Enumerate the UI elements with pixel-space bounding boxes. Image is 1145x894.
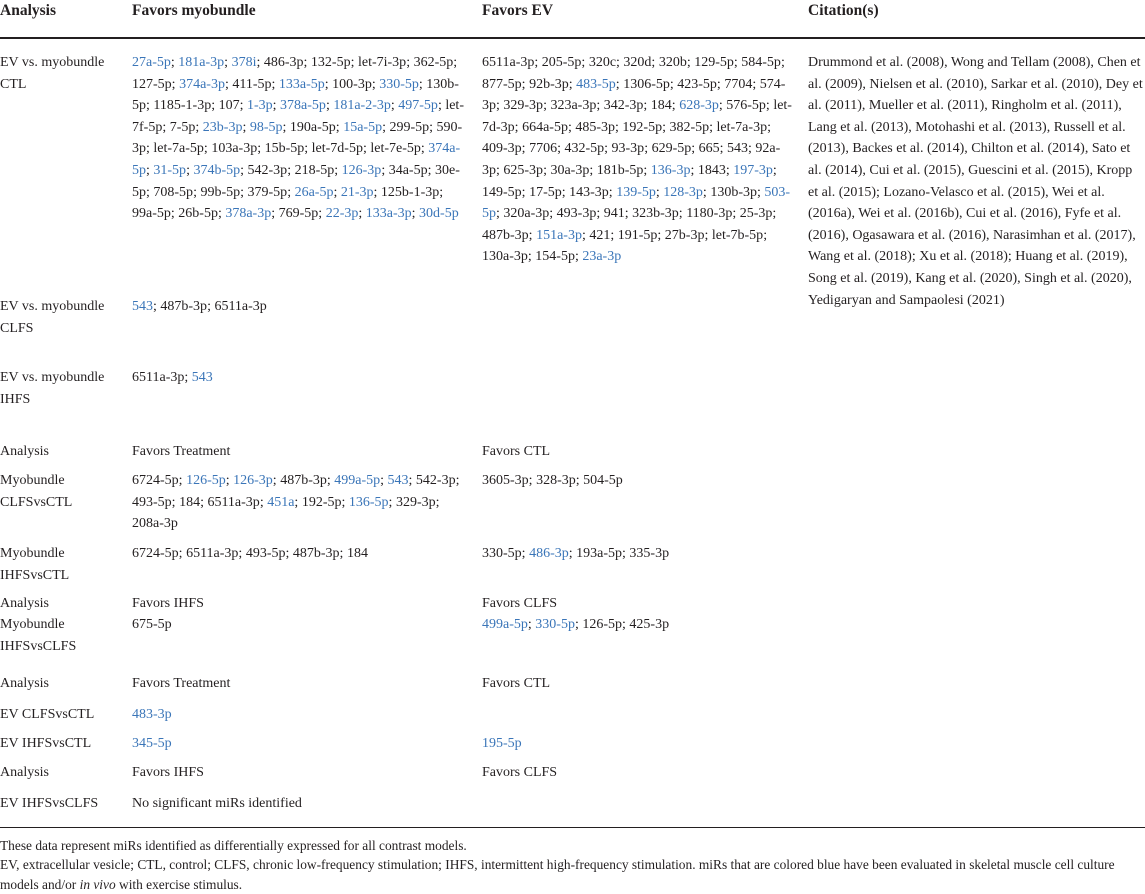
mir-entry: 22-3p	[325, 206, 359, 222]
mir-entry: 191-5p	[617, 227, 658, 243]
mir-entry: 184	[650, 98, 672, 114]
header-rule	[0, 38, 1145, 39]
mir-entry: 25-3p	[739, 206, 773, 222]
mir-entry: 181b-5p	[596, 162, 644, 178]
mir-entry: 320c	[588, 55, 617, 70]
mir-entry: 485-3p	[575, 119, 616, 135]
mir-entry: 423-5p	[677, 76, 717, 92]
mir-entry: 411-5p	[232, 76, 272, 92]
mir-entry: 6724-5p	[132, 473, 179, 488]
mir-entry: 6511a-3p	[214, 299, 267, 314]
mir-entry: 107	[218, 98, 240, 114]
mir-entry: 330-5p	[535, 617, 575, 632]
favors-myobundle-cell	[132, 614, 466, 636]
mir-entry: 3605-3p	[482, 473, 529, 488]
mir-entry: 127-5p	[132, 76, 172, 92]
mir-entry: 7704	[724, 76, 753, 92]
favors-ev-cell: 6511a-3p; 205-5p; 320c; 320d; 320b; 129-5p; 584-5p; 877-5p; 92b-3p; 483-5p; 1306-5p; 423-5p; 7704; 574-3p; 329-3p; 323a-3p; 342-3p; 184; 628-3p; 576-5p; let-7d-3p; 664a-5p; 485-3p; 192-5p; 382-5p; let-7a-3p; 409-3p; 7706; 432-5p; 93-3p; 629-5p; 665; 543; 92a-3p; 625-3p; 30a-3p; 181b-5p; 136-3p; 1843; 197-3p; 149-5p; 17-5p; 143-3p; 139-5p; 128-3p; 130b-3p; 503-5p; 320a-3p; 493-3p; 941; 323b-3p; 1180-3p; 25-3p; 487b-3p; 151a-3p; 421; 191-5p; 27b-3p; let-7b-5p; 130a-3p; 154-5p; 23a-3p	[482, 55, 792, 265]
header-favors-ev: Favors EV	[482, 2, 554, 19]
mir-entry: 941	[603, 206, 625, 222]
mir-entry: 17-5p	[529, 184, 562, 200]
mir-entry: 451a	[267, 494, 295, 510]
mir-entry: 629-5p	[651, 141, 692, 157]
mir-entry: let-7a-3p	[716, 119, 768, 135]
mir-entry: 362-5p	[413, 55, 454, 70]
mir-entry: 15b-5p	[264, 141, 305, 157]
footnote-2	[0, 855, 1145, 894]
mir-entry: 323b-3p	[632, 206, 679, 222]
mir-entry: 181a-3p	[178, 55, 225, 70]
mir-entry: 1306-5p	[623, 76, 670, 92]
mir-entry: 100-3p	[332, 76, 372, 92]
row-label: EV CLFSvsCTL	[0, 707, 95, 722]
mir-entry: 493-5p	[245, 546, 286, 561]
favors-myobundle-cell: Favors IHFS	[132, 596, 204, 611]
mir-entry: 133a-5p	[278, 76, 325, 92]
favors-myobundle-cell: 27a-5p; 181a-3p; 378i; 486-3p; 132-5p; let-7i-3p; 362-5p; 127-5p; 374a-3p; 411-5p; 133a-5p; 100-3p; 330-5p; 130b-5p; 1185-1-3p; 107; 1-3p; 378a-5p; 181a-2-3p; 497-5p; let-7f-5p; 7-5p; 23b-3p; 98-5p; 190a-5p; 15a-5p; 299-5p; 590-3p; let-7a-5p; 103a-3p; 15b-5p; let-7d-5p; let-7e-5p; 374a-5p; 31-5p; 374b-5p; 542-3p; 218-5p; 126-3p; 34a-5p; 30e-5p; 708-5p; 99b-5p; 379-5p; 26a-5p; 21-3p; 125b-1-3p; 99a-5p; 26b-5p; 378a-3p; 769-5p; 22-3p; 133a-3p; 30d-5p	[132, 55, 464, 222]
mir-entry: 1185-1-3p	[153, 98, 212, 114]
mir-entry: 504-5p	[583, 473, 623, 488]
mir-entry: 543	[191, 370, 213, 385]
row-label: Analysis	[0, 765, 49, 780]
mir-entry: 27b-3p	[664, 227, 705, 243]
mir-entry: 409-3p	[482, 141, 522, 157]
mir-entry: 132-5p	[310, 55, 351, 70]
mir-entry: 181a-2-3p	[333, 98, 391, 114]
mir-entry: 92a-3p	[482, 141, 781, 178]
mir-entry: 31-5p	[153, 162, 187, 178]
mir-entry: 193a-5p	[576, 546, 623, 561]
footnote-1: These data represent miRs identified as differentially expressed for all contrast models.	[0, 838, 467, 853]
mir-entry: 432-5p	[564, 141, 605, 157]
mir-entry: 382-5p	[669, 119, 710, 135]
mir-entry: 30d-5p	[419, 206, 459, 222]
mir-entry: 487b-3p	[280, 473, 327, 488]
mir-entry: 99b-5p	[200, 184, 241, 200]
mir-entry: 584-5p	[741, 55, 781, 70]
mir-entry: 590-3p	[132, 119, 463, 157]
mir-entry: 543	[387, 473, 409, 488]
mir-entry: 425-3p	[629, 617, 670, 632]
mir-entry: 487b-3p	[160, 299, 208, 314]
mir-entry: let-7d-5p	[311, 141, 363, 157]
mir-entry: 190a-5p	[289, 119, 336, 135]
favors-myobundle-cell: 6511a-3p; 543	[132, 370, 213, 385]
mir-entry: 329-3p	[503, 98, 544, 114]
mir-entry: 1180-3p	[686, 206, 733, 222]
mir-entry: 27a-5p	[132, 55, 171, 70]
favors-ev-cell: Favors CLFS	[482, 765, 558, 780]
mir-entry: 320d	[623, 55, 652, 70]
mir-entry: 374a-5p	[132, 141, 461, 178]
mir-entry: 330-5p	[379, 76, 419, 92]
mir-entry: 6511a-3p	[186, 546, 239, 561]
row-label: Myobundle IHFSvsCTL	[0, 546, 70, 583]
mir-entry: 6724-5p	[132, 546, 179, 561]
mir-entry: 1-3p	[246, 98, 273, 114]
table-bottom-rule	[0, 827, 1145, 828]
mir-entry: 126-5p	[582, 617, 623, 632]
mir-entry: 143-3p	[569, 184, 609, 200]
mir-entry: 487b-3p	[292, 546, 340, 561]
mir-entry: 329-3p	[395, 494, 436, 510]
mir-entry: 149-5p	[482, 184, 522, 200]
row-label: EV IHFSvsCTL	[0, 736, 92, 751]
mir-entry: 665	[698, 141, 720, 157]
row-label: EV vs. myobundle CTL	[0, 55, 105, 92]
favors-ev-cell: Favors CLFS	[482, 596, 558, 611]
mir-entry: 151a-3p	[536, 227, 582, 243]
mir-entry: 543	[727, 141, 749, 157]
mir-entry: 34a-5p	[388, 162, 428, 178]
mir-entry: 320a-3p	[503, 206, 550, 222]
mir-entry: 299-5p	[389, 119, 430, 135]
mir-entry: 154-5p	[535, 249, 575, 265]
mir-entry: 26a-5p	[294, 184, 334, 200]
favors-ev-cell: Favors CTL	[482, 676, 551, 691]
favors-myobundle-cell: No significant miRs identified	[132, 796, 302, 811]
favors-myobundle-cell: Favors Treatment	[132, 676, 231, 691]
favors-myobundle-cell: Favors Treatment	[132, 444, 231, 459]
mir-entry: 379-5p	[247, 184, 288, 200]
mir-entry: 769-5p	[278, 206, 319, 222]
row-label: EV vs. myobundle CLFS	[0, 299, 105, 336]
row-label: Myobundle CLFSvsCTL	[0, 473, 73, 510]
mir-entry: 543	[132, 299, 153, 314]
mir-entry: 664a-5p	[522, 119, 568, 135]
mir-entry: let-7a-5p	[153, 141, 204, 157]
mir-entry: 497-5p	[398, 98, 438, 114]
mir-entry: 628-3p	[679, 98, 719, 114]
mir-entry: 345-5p	[132, 736, 172, 751]
row-label: Analysis	[0, 596, 49, 611]
mir-entry: 126-3p	[233, 473, 273, 488]
mir-entry: 335-3p	[629, 546, 670, 561]
row-label: EV IHFSvsCLFS	[0, 796, 99, 811]
mir-entry: 328-3p	[536, 473, 576, 488]
mir-entry: 542-3p	[415, 473, 456, 488]
mir-entry: 483-3p	[132, 707, 172, 722]
mir-entry: 487b-3p	[482, 227, 529, 243]
mir-entry: 99a-5p	[132, 206, 171, 222]
mir-entry: 574-3p	[482, 76, 786, 114]
mir-entry: let-7b-5p	[711, 227, 764, 243]
mir-entry: 320b	[658, 55, 687, 70]
mir-entry: 330-5p	[482, 546, 522, 561]
mir-entry: 208a-3p	[132, 516, 178, 532]
mir-entry: 93-3p	[611, 141, 645, 157]
mir-entry: 126-5p	[186, 473, 226, 488]
mir-entry: let-7f-5p	[132, 98, 464, 135]
mir-entry: 92b-3p	[529, 76, 569, 92]
mir-entry: let-7e-5p	[370, 141, 421, 157]
favors-myobundle-cell: Favors IHFS	[132, 765, 204, 780]
mir-entry: 30a-3p	[550, 162, 590, 178]
mir-entry: 323a-3p	[550, 98, 597, 114]
favors-ev-cell: 330-5p; 486-3p; 193a-5p; 335-3p	[482, 546, 670, 561]
mir-entry: 136-5p	[348, 494, 389, 510]
mir-entry: 374b-5p	[193, 162, 241, 178]
mir-entry: 126-3p	[341, 162, 382, 178]
favors-myobundle-cell: 6724-5p; 6511a-3p; 493-5p; 487b-3p; 184	[132, 546, 368, 561]
mir-entry: 342-3p	[603, 98, 644, 114]
mir-entry: 6511a-3p	[132, 370, 185, 385]
mir-entry: 374a-3p	[179, 76, 225, 92]
mir-entry: 6511a-3p	[207, 494, 260, 510]
mir-entry: 139-5p	[616, 184, 656, 200]
mir-entry: 192-5p	[301, 494, 342, 510]
mir-entry: 23b-3p	[202, 119, 243, 135]
mir-entry: 675-5p	[132, 617, 172, 632]
footnote-2-text-b: with exercise stimulus.	[115, 876, 243, 892]
mir-entry: 7706	[529, 141, 558, 157]
mir-entry: 15a-5p	[343, 119, 383, 135]
mir-entry: 21-3p	[340, 184, 374, 200]
mir-entry: 378i	[231, 55, 257, 70]
footnote-2-text-a: EV, extracellular vesicle; CTL, control; CLFS, chronic low-frequency stimulation; IHFS, intermittent high-frequency stimulation. miRs that are colored blue have been evaluated in skeletal muscle cell culture models and/or	[0, 857, 1115, 892]
mir-entry: 192-5p	[622, 119, 663, 135]
mir-entry: 1843	[697, 162, 726, 178]
mir-entry: let-7i-3p	[357, 55, 407, 70]
mir-entry: 7-5p	[169, 119, 196, 135]
row-label: Myobundle IHFSvsCLFS	[0, 617, 77, 654]
header-analysis: Analysis	[0, 2, 56, 19]
favors-ev-cell: 499a-5p; 330-5p; 126-5p; 425-3p	[482, 617, 670, 632]
mir-entry: 130b-5p	[132, 76, 459, 114]
mir-entry: 708-5p	[153, 184, 194, 200]
favors-myobundle-cell	[132, 733, 466, 755]
mir-entry: let-7d-3p	[482, 98, 792, 135]
header-favors-myobundle: Favors myobundle	[132, 2, 256, 19]
mir-entry: 103a-3p	[211, 141, 258, 157]
mir-entry: 136-3p	[650, 162, 691, 178]
row-label: Analysis	[0, 676, 49, 691]
mir-entry: 625-3p	[503, 162, 544, 178]
mir-entry: 128-3p	[663, 184, 703, 200]
mir-entry: 486-3p	[263, 55, 304, 70]
mir-entry: 6511a-3p	[482, 55, 535, 70]
mir-entry: 503-5p	[482, 184, 791, 222]
mir-entry: 499a-5p	[334, 473, 381, 488]
mir-entry: 98-5p	[249, 119, 283, 135]
row-label: EV vs. myobundle IHFS	[0, 370, 105, 407]
favors-ev-cell: 3605-3p; 328-3p; 504-5p	[482, 473, 623, 488]
row-label: Analysis	[0, 444, 49, 459]
mir-entry: 576-5p	[726, 98, 766, 114]
mir-entry: 421	[589, 227, 611, 243]
mir-entry: 30e-5p	[132, 162, 460, 200]
mir-entry: 877-5p	[482, 76, 522, 92]
mir-entry: 197-3p	[733, 162, 773, 178]
mir-entry: 486-3p	[529, 546, 569, 561]
mir-entry: 130b-3p	[710, 184, 757, 200]
favors-ev-cell: Favors CTL	[482, 444, 551, 459]
mir-entry: 133a-3p	[365, 206, 412, 222]
mir-entry: 499a-5p	[482, 617, 528, 632]
mir-entry: 129-5p	[694, 55, 734, 70]
favors-ev-cell	[482, 733, 794, 755]
favors-myobundle-cell: 6724-5p; 126-5p; 126-3p; 487b-3p; 499a-5p; 543; 542-3p; 493-5p; 184; 6511a-3p; 451a; 192-5p; 136-5p; 329-3p; 208a-3p	[132, 473, 460, 532]
mir-entry: 218-5p	[294, 162, 335, 178]
citations-cell: Drummond et al. (2008), Wong and Tellam (2008), Chen et al. (2009), Nielsen et al. (2010), Sarkar et al. (2010), Dey et al. (2011), Mueller et al. (2011), Ringholm et al. (2011), Lang et al. (2013), Motohashi et al. (2013), Russell et al. (2013), Backes et al. (2014), Chilton et al. (2014), Sato et al. (2014), Cui et al. (2015), Guescini et al. (2015), Kropp et al. (2015); Lozano-Velasco et al. (2015), Wei et al. (2016a), Wei et al. (2016b), Cui et al. (2016), Fyfe et al. (2016), Ogasawara et al. (2016), Narasimhan et al. (2017), Wang et al. (2018); Xu et al. (2018); Huang et al. (2019), Song et al. (2019), Kang et al. (2020), Singh et al. (2020), Yedigaryan and Sampaolesi (2021)	[808, 55, 1143, 308]
favors-myobundle-cell	[132, 704, 466, 726]
mir-entry: 483-5p	[576, 76, 616, 92]
mir-entry: 184	[179, 494, 201, 510]
header-citations: Citation(s)	[808, 2, 879, 19]
mir-entry: 125b-1-3p	[380, 184, 440, 200]
favors-myobundle-cell: 543; 487b-3p; 6511a-3p	[132, 299, 267, 314]
mir-entry: 493-3p	[556, 206, 597, 222]
mir-entry: 26b-5p	[178, 206, 218, 222]
mir-entry: 378a-3p	[225, 206, 272, 222]
mir-entry: 195-5p	[482, 736, 522, 751]
table-header	[0, 0, 1145, 40]
mir-entry: 23a-3p	[582, 249, 622, 265]
mir-entry: 493-5p	[132, 494, 172, 510]
mir-entry: 378a-5p	[280, 98, 326, 114]
mir-entry: 130a-3p	[482, 249, 528, 265]
mir-entry: 184	[346, 546, 368, 561]
footnote-2-italic: in vivo	[79, 876, 116, 892]
mir-entry: 205-5p	[541, 55, 582, 70]
mir-entry: 542-3p	[247, 162, 288, 178]
